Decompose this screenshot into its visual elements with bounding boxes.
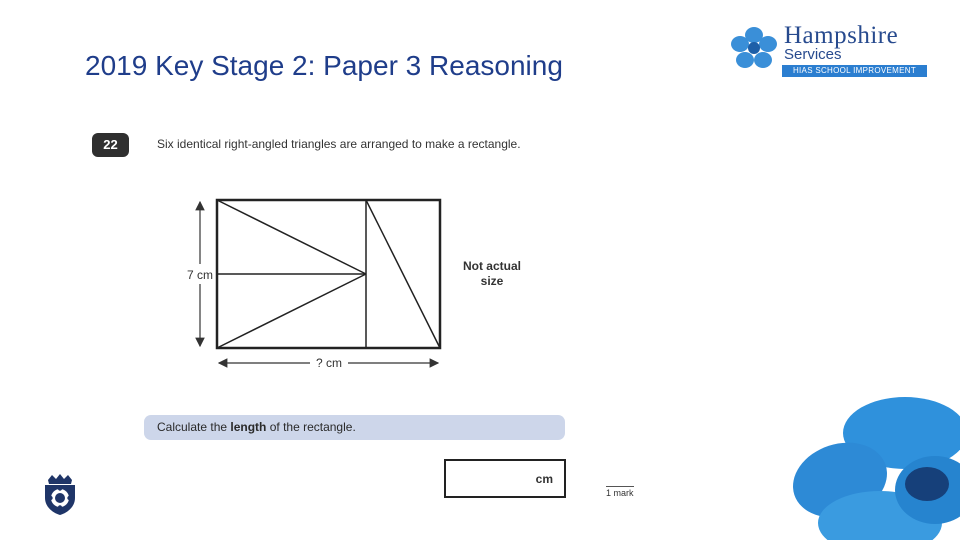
instruction-before: Calculate the [157, 420, 231, 434]
not-actual-line2: size [480, 274, 504, 288]
question-text: Six identical right-angled triangles are arranged to make a rectangle. [157, 137, 521, 151]
question-number: 22 [92, 133, 129, 157]
flower-logo-icon [730, 26, 778, 70]
instruction-bar [144, 415, 565, 440]
diagonal-right [366, 200, 440, 348]
logo-name: Hampshire [784, 22, 899, 49]
answer-box[interactable] [444, 459, 566, 498]
decorative-flower-icon [785, 395, 960, 540]
logo-band: HIAS SCHOOL IMPROVEMENT [782, 65, 927, 77]
triangles-diagram [180, 190, 450, 375]
not-actual-size-note [452, 259, 532, 289]
mark-label: 1 mark [606, 488, 634, 498]
answer-unit: cm [535, 472, 553, 486]
hampshire-services-logo [728, 22, 933, 82]
crest-icon [40, 474, 80, 516]
diagonal-bottom [217, 274, 366, 348]
not-actual-line1: Not actual [462, 259, 521, 273]
instruction-after: of the rectangle. [266, 420, 356, 434]
diagonal-top [217, 200, 366, 274]
slide-title: 2019 Key Stage 2: Paper 3 Reasoning [85, 50, 563, 81]
height-label: 7 cm [186, 268, 214, 282]
logo-services: Services [784, 46, 842, 63]
length-label: ? cm [315, 356, 343, 370]
instruction-bold: length [230, 420, 267, 434]
